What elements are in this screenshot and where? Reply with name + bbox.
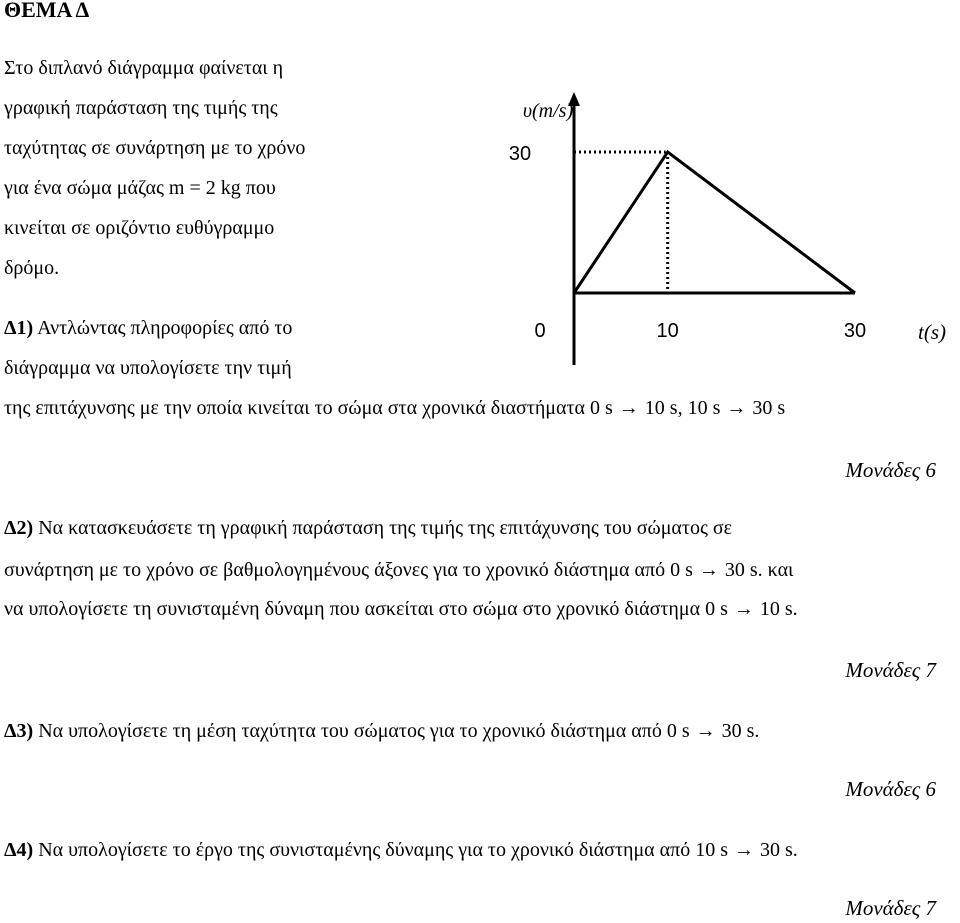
d2-line-3: να υπολογίσετε τη συνισταμένη δύναμη που ασκείται στο σώμα στο χρονικό διάστημα 0 s → 10 s.: [4, 598, 798, 620]
d3-marks: Μονάδες 6: [845, 777, 936, 801]
intro-line-2: γραφική παράσταση της τιμής της: [4, 97, 278, 119]
arrow-icon: →: [733, 598, 754, 620]
intro-line-5: κινείται σε οριζόντιο ευθύγραμμο: [4, 217, 275, 239]
d4-marks: Μονάδες 7: [845, 896, 936, 920]
d3-line: Δ3) Να υπολογίσετε τη μέση ταχύτητα του σώματος για το χρονικό διάστημα από 0 s → 30 s.: [4, 720, 760, 742]
velocity-time-chart: [470, 90, 960, 370]
velocity-series-line: [574, 152, 855, 293]
intro-line-6: δρόμο.: [4, 257, 60, 279]
arrow-icon: →: [734, 839, 754, 861]
d1-label: Δ1): [4, 317, 34, 339]
x-tick-0: 0: [534, 320, 546, 342]
intro-line-3: ταχύτητας σε συνάρτηση με το χρόνο: [4, 137, 306, 159]
arrow-icon: →: [726, 397, 747, 419]
d3-label: Δ3): [4, 720, 34, 742]
d1-line-3: της επιτάχυνσης με την οποία κινείται το σώμα στα χρονικά διαστήματα 0 s → 10 s, 10 s → 30 s: [4, 397, 786, 419]
d2-line-2: συνάρτηση με το χρόνο σε βαθμολογημένους άξονες για το χρονικό διάστημα από 0 s → 30 s. και: [4, 559, 794, 581]
d4-line: Δ4) Να υπολογίσετε το έργο της συνισταμένης δύναμης για το χρονικό διάστημα από 10 s → 30 s.: [4, 839, 798, 861]
d2-label: Δ2): [4, 517, 34, 539]
d2-line-1: Δ2) Να κατασκευάσετε τη γραφική παράσταση της τιμής της επιτάχυνσης του σώματος σε: [4, 517, 733, 539]
y-axis-label: υ(m/s): [522, 100, 574, 122]
d2-marks: Μονάδες 7: [845, 658, 936, 682]
d1-line-2: διάγραμμα να υπολογίσετε την τιμή: [4, 357, 292, 379]
x-tick-10: 10: [656, 320, 679, 342]
arrow-icon: →: [695, 720, 716, 742]
intro-line-1: Στο διπλανό διάγραμμα φαίνεται η: [4, 57, 284, 79]
arrow-icon: →: [618, 397, 639, 419]
intro-line-4: για ένα σώμα μάζας m = 2 kg που: [4, 177, 276, 199]
x-axis-label: t(s): [918, 320, 946, 344]
y-tick-30: 30: [508, 143, 532, 165]
d1-marks: Μονάδες 6: [845, 458, 936, 482]
d1-line-1: Δ1) Αντλώντας πληροφορίες από το: [4, 317, 293, 339]
arrow-icon: →: [698, 559, 719, 581]
x-tick-30: 30: [843, 320, 867, 342]
page-title: ΘΕΜΑ Δ: [4, 0, 90, 22]
d4-label: Δ4): [4, 839, 34, 861]
